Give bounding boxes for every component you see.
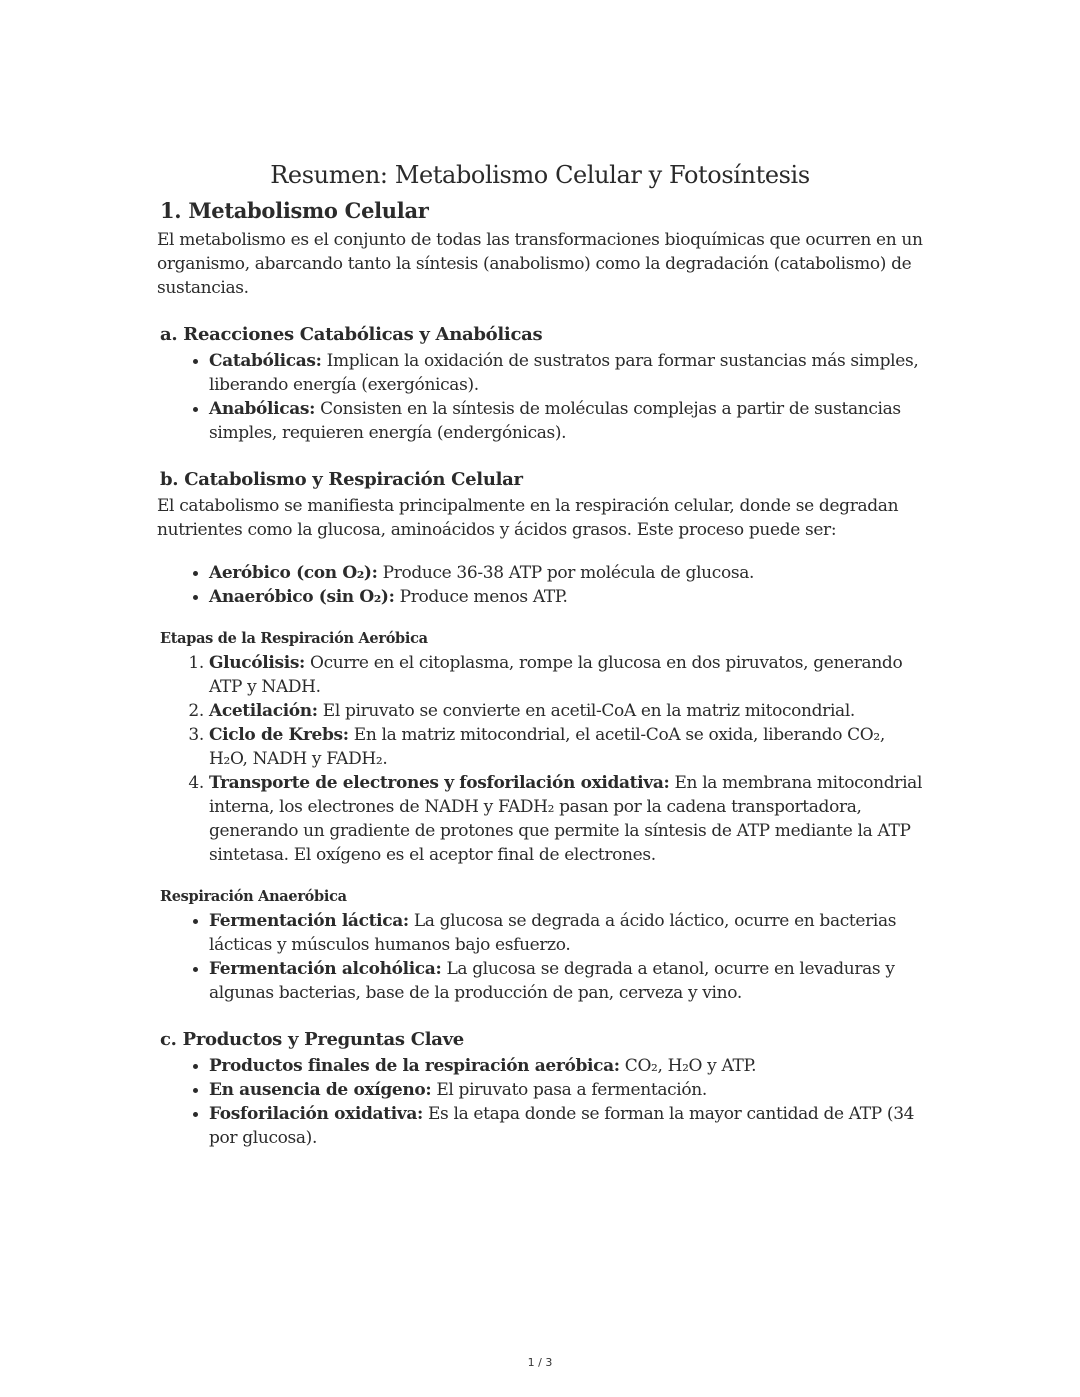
heading-respiracion-anaerobica: Respiración Anaeróbica xyxy=(160,888,347,905)
key-products-list xyxy=(157,1054,927,1150)
heading-etapas-aerobica: Etapas de la Respiración Aeróbica xyxy=(160,630,428,647)
subsection-heading-catabolismo: b. Catabolismo y Respiración Celular xyxy=(160,469,523,490)
list-item xyxy=(209,1102,927,1150)
term-description: Es la etapa donde se forman la mayor cantidad de ATP (34 por glucosa). xyxy=(209,1104,915,1148)
term-label: Transporte de electrones y fosforilación oxidativa: xyxy=(209,773,670,793)
section-intro: El metabolismo es el conjunto de todas las transformaciones bioquímicas que ocurren en un organismo, abarcando tanto la síntesis (anabolismo) como la degradación (catabolismo) de sustancias. xyxy=(157,230,923,298)
anaerobic-list xyxy=(157,909,927,1005)
term-label: Fosforilación oxidativa: xyxy=(209,1104,423,1124)
term-description: La glucosa se degrada a etanol, ocurre en levaduras y algunas bacterias, base de la producción de pan, cerveza y vino. xyxy=(209,959,895,1003)
term-label: Anabólicas: xyxy=(209,399,316,419)
subsection-heading-productos: c. Productos y Preguntas Clave xyxy=(160,1029,464,1050)
list-item xyxy=(209,651,927,699)
term-description: En la membrana mitocondrial interna, los electrones de NADH y FADH₂ pasan por la cadena transportadora, generando un gradiente de protones que permite la síntesis de ATP mediante la ATP sintetasa. El oxígeno es el aceptor final de electrones. xyxy=(209,773,923,865)
term-description: Produce 36-38 ATP por molécula de glucosa. xyxy=(377,563,755,583)
term-description: Ocurre en el citoplasma, rompe la glucosa en dos piruvatos, generando ATP y NADH. xyxy=(209,653,903,697)
term-label: Glucólisis: xyxy=(209,653,305,673)
term-label: Acetilación: xyxy=(209,701,318,721)
document-title: Resumen: Metabolismo Celular y Fotosíntesis xyxy=(270,161,810,189)
list-item xyxy=(209,349,927,397)
respiration-types-list xyxy=(157,561,927,609)
term-label: Catabólicas: xyxy=(209,351,322,371)
list-item xyxy=(209,561,927,585)
term-description: El piruvato pasa a fermentación. xyxy=(431,1080,707,1100)
term-description: La glucosa se degrada a ácido láctico, ocurre en bacterias lácticas y músculos humanos bajo esfuerzo. xyxy=(209,911,897,955)
list-item xyxy=(209,723,927,771)
page-indicator: 1 / 3 xyxy=(527,1356,553,1369)
term-description: CO₂, H₂O y ATP. xyxy=(619,1056,757,1076)
term-label: Anaeróbico (sin O₂): xyxy=(209,587,395,607)
reactions-list xyxy=(157,349,927,445)
term-label: Aeróbico (con O₂): xyxy=(209,563,378,583)
term-label: Ciclo de Krebs: xyxy=(209,725,349,745)
term-description: En la matriz mitocondrial, el acetil-CoA se oxida, liberando CO₂, H₂O, NADH y FADH₂. xyxy=(209,725,885,769)
section-heading-metabolismo: 1. Metabolismo Celular xyxy=(160,198,429,223)
list-item xyxy=(209,909,927,957)
aerobic-steps-list xyxy=(157,651,927,867)
document-page xyxy=(157,158,927,1150)
list-item xyxy=(209,699,927,723)
list-item xyxy=(209,585,927,609)
list-item xyxy=(209,771,927,867)
term-description: El piruvato se convierte en acetil-CoA en la matriz mitocondrial. xyxy=(317,701,855,721)
subsection-intro: El catabolismo se manifiesta principalmente en la respiración celular, donde se degradan nutrientes como la glucosa, aminoácidos y ácidos grasos. Este proceso puede ser: xyxy=(157,496,899,540)
subsection-heading-reacciones: a. Reacciones Catabólicas y Anabólicas xyxy=(160,324,543,345)
term-description: Consisten en la síntesis de moléculas complejas a partir de sustancias simples, requieren energía (endergónicas). xyxy=(209,399,901,443)
term-description: Implican la oxidación de sustratos para formar sustancias más simples, liberando energía (exergónicas). xyxy=(209,351,919,395)
term-label: Fermentación alcohólica: xyxy=(209,959,442,979)
term-description: Produce menos ATP. xyxy=(394,587,568,607)
list-item xyxy=(209,1054,927,1078)
list-item xyxy=(209,397,927,445)
term-label: Fermentación láctica: xyxy=(209,911,409,931)
term-label: Productos finales de la respiración aeróbica: xyxy=(209,1056,620,1076)
term-label: En ausencia de oxígeno: xyxy=(209,1080,432,1100)
list-item xyxy=(209,1078,927,1102)
list-item xyxy=(209,957,927,1005)
